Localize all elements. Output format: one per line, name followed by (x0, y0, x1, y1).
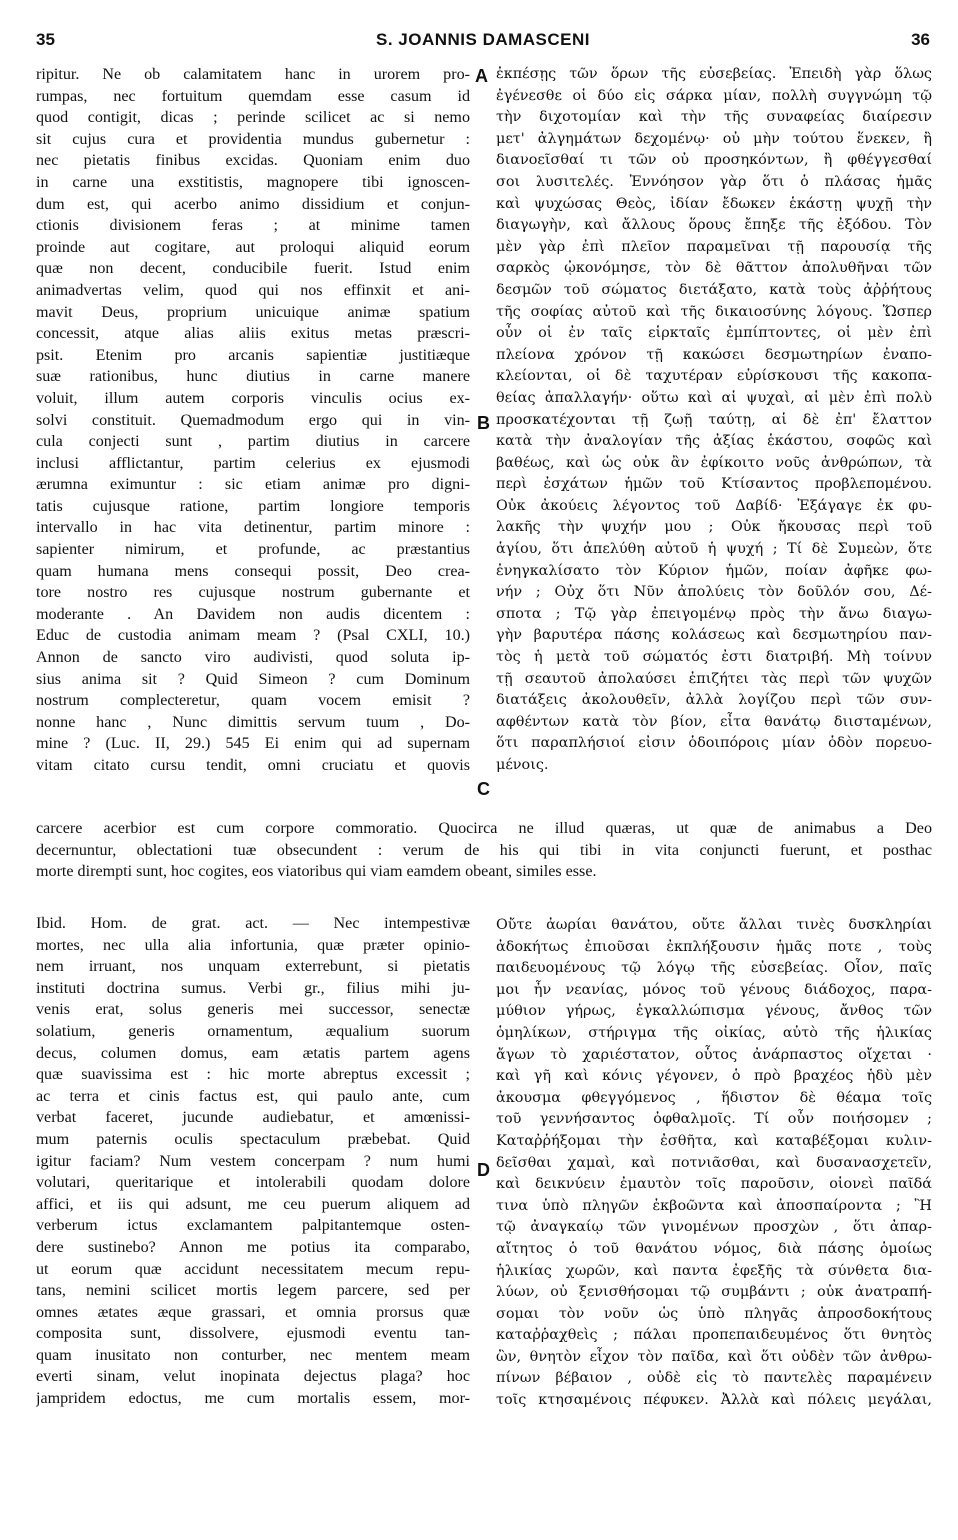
text-line: ὁμηλίκων, στήριγμα τῆς οἰκίας, αὐτὸ τῆς ἡλικίας (496, 1024, 932, 1041)
text-line: κλείονται, οἱ δὲ ταχυτέραν εὑρίσκουσι τῆς κακοπα- (496, 368, 932, 385)
text-line: instituti doctrina sumus. Verbi gr., filius mihi ju- (36, 979, 470, 997)
latin-column-section-1 (36, 64, 470, 818)
text-line: quæ non decent, conducibile fuerit. Istud enim (36, 260, 470, 278)
text-line: σοι λυσιτελές. Ἐννόησον γὰρ ὅτι ὁ πλάσας ἡμᾶς (496, 173, 932, 190)
text-line: καὶ ψυχώσας Θεὸς, ἰδίαν ἔδωκεν ἑκάστῃ ψυχῇ τὴν (496, 195, 932, 212)
greek-column-section-2 (496, 915, 932, 1540)
text-line: σομαι τὸν νοῦν ὡς ὑπὸ πληγᾶς ἀπροσδοκήτους (496, 1305, 932, 1322)
running-header (36, 30, 930, 60)
text-line: γὴν βαρυτέρα πάσης κολάσεως καὶ δεσμωτηρίου παν- (496, 627, 932, 644)
text-line: inclusi afflictantur, partim celerius ex ejusmodi (36, 454, 470, 472)
text-line: τοῦ γεννήσαντος ὀφθαλμοῖς. Τί οὖν ποιήσομεν ; (496, 1111, 932, 1128)
text-line: composita sunt, dissolvere, ejusmodi eventu tan- (36, 1325, 470, 1343)
text-line: nostrum complecteretur, quam vocem emisit ? (36, 692, 470, 710)
text-line: τοῖς κτησαμένοις πέφυκεν. Ἀλλὰ καὶ πόλεις μεγάλαι, (496, 1392, 932, 1409)
text-line: μὲν γὰρ ἐπὶ πλεῖον παραμεῖναι τῇ παρουσίᾳ τῆς (496, 238, 932, 255)
text-line: ἀκουσμα φθεγγόμενος , ἥδιστον δὲ θέαμα τοῖς (496, 1089, 932, 1106)
text-line: mum paternis oculis spectaculum præbebat. Quid (36, 1130, 470, 1148)
text-line: volutari, queritarique et intolerabili quodam dolore (36, 1174, 470, 1192)
text-line: ἡλικίας χωρῶν, καὶ παντα ἐφεξῆς τὰ σύνθετα δια- (496, 1262, 932, 1279)
text-line: ἄγων τὸ χαριέστατον, οὗτος ἀνάρπαστος οἴχεται · (496, 1046, 932, 1063)
text-line: διανοεῖσθαί τι τῶν οὐ προσηκόντων, ἢ φθέγγεσθαί (496, 152, 932, 169)
text-line: mine ? (Luc. II, 29.) 545 Ei enim qui ad supernam (36, 735, 470, 753)
text-line: everti sinam, velut inopinata dejectus plaga? hoc (36, 1368, 470, 1386)
text-line: Ibid. Hom. de grat. act. — Nec intempestivæ (36, 915, 470, 932)
text-line: ὅτι παραπλήσιοί εἰσιν ὁδοιπόροις μίαν ὁδὸν πορευο- (496, 735, 932, 752)
text-line: rumpas, nec fortuitum quemdam esse casum id (36, 87, 470, 105)
text-line: λύων, οὐ ξενισθήσομαι τῷ συμβάντι ; οὐκ ἀνατραπή- (496, 1284, 932, 1301)
text-line: sapienter nimirum, et profunde, ac præstantius (36, 541, 470, 559)
text-line: τῷ ἀναγκαίῳ τῶν γινομένων προσχὼν , ὅτι ἀπαρ- (496, 1219, 932, 1236)
text-line: cula conjecti sunt , partim diutius in carcere (36, 433, 470, 451)
text-line: verbat faceret, jucunde audiebatur, et amœnissi- (36, 1109, 470, 1127)
text-line: οὖν οἱ ἐν ταῖς εἱρκταῖς ἐμπίπτοντες, οἱ μὲν ἐπὶ (496, 325, 932, 342)
text-line: decus, columen domus, eam ætatis partem agens (36, 1044, 470, 1062)
text-line: Οὐκ ἀκούεις λέγοντος τοῦ Δαβίδ· Ἐξάγαγε ἐκ φυ- (496, 497, 932, 514)
text-line: quæ suavissima est : hic morte abreptus excessit ; (36, 1066, 470, 1084)
text-line: δεῖσθαι χαμαὶ, καὶ ποτνιᾶσθαι, καὶ δυσανασχετεῖν, (496, 1154, 932, 1171)
text-line: dum est, qui acerbo animo dissidium et conjun- (36, 195, 470, 213)
text-line: ἐνηγκαλίσατο τὸν Κύριον ἡμῶν, ποίαν ἀφῆκε φω- (496, 562, 932, 579)
text-line: τινα ὑπὸ πληγῶν ἐκβοῶντα καὶ ἀποσπαίροντα ; Ἢ (496, 1197, 932, 1214)
text-line: omnes ætates æque grassari, et omnia prorsus quæ (36, 1303, 470, 1321)
text-line: θείας ἀπαλλαγήν· οὕτω καὶ αἱ ψυχαὶ, αἱ μὲν ἐπὶ πολὺ (496, 389, 932, 406)
greek-column-section-1 (496, 64, 932, 818)
text-line: ac terra et cinis factus est, qui paulo ante, cum (36, 1087, 470, 1105)
text-line: nonne hanc , Nunc dimittis servum tuum , Do- (36, 713, 470, 731)
text-line: decernuntur, oblectationi tuæ obsecundent : verum de his qui tibi in vita conjuncti fuerunt, et posthac (36, 841, 932, 859)
right-page-number: 36 (911, 30, 930, 49)
text-line: morte dirempti sunt, hoc cogites, eos viatoribus qui viam eamdem obeant, similes esse. (36, 863, 597, 881)
text-line: nem irruant, nos unquam exterrebunt, si pietatis (36, 958, 470, 976)
text-line: μετ' ἀλγημάτων δεχομένῳ· οὐ μὴν τούτου ἕνεκεν, ἢ (496, 130, 932, 147)
text-line: solvi constituit. Quemadmodum ergo qui in vin- (36, 411, 470, 429)
text-line: καὶ γῆ καὶ κόνις γέγονεν, ὁ πρὸ βραχέος ἡδὺ μὲν (496, 1068, 932, 1085)
text-line: tatis cujusque ratione, partim longiore temporis (36, 497, 470, 515)
left-page-number: 35 (36, 30, 55, 49)
text-line: venis erat, solus generis mei successor, senectæ (36, 1001, 470, 1019)
text-line: jampridem edoctus, me cum mortalis essem, mor- (36, 1390, 470, 1408)
text-line: Οὔτε ἀωρίαι θανάτου, οὔτε ἄλλαι τινὲς δυσκληρίαι (496, 917, 932, 933)
text-line: κατὰ τὴν ἀναλογίαν τῆς ἀξίας ἑκάστου, σοφῶς καὶ (496, 433, 932, 450)
text-line: mavit Deus, proprium unicuique animæ spatium (36, 303, 470, 321)
text-line: καταῤῥαχθεὶς ; πάλαι προπεπαιδευμένος ὅτι θνητὸς (496, 1327, 932, 1344)
text-line: ærumna eximuntur : sic etiam animæ pro digni- (36, 476, 470, 494)
text-line: tore nostro res cujusque nostrum gubernante et (36, 584, 470, 602)
text-line: σποτα ; Τῷ γὰρ ἐπειγομένῳ πρὸς τὴν ἄνω διαγω- (496, 605, 932, 622)
text-line: ctionis divisionem feras ; at minime tamen (36, 217, 470, 235)
text-line: μοι ἦν νεανίας, μόνος τοῦ γένους διάδοχος, παρα- (496, 981, 932, 998)
text-line: διατάξεις ἀκολουθεῖν, ἀλλὰ λογίζου περὶ τῶν συν- (496, 692, 932, 709)
text-line: ut eorum quæ accidunt necessitatem mecum repu- (36, 1260, 470, 1278)
text-line: moderante . An Davidem non audis dicentem : (36, 605, 470, 623)
text-line: ἐγένεσθε οἱ δύο εἰς σάρκα μίαν, πολλὴ συγγνώμη τῷ (496, 87, 932, 104)
text-line: affici, et iis qui adsunt, me ceu puerum aliquem ad (36, 1195, 470, 1213)
latin-full-width-paragraph (36, 818, 932, 884)
text-line: igitur faciam? Num vestem concerpam ? num humi (36, 1152, 470, 1170)
text-line: βαθέως, καὶ ὡς οὐκ ἂν ἐφίκοιτο νοῦς ἀνθρώπων, τὰ (496, 454, 932, 471)
text-line: ἐκπέσῃς τῶν ὅρων τῆς εὐσεβείας. Ἐπειδὴ γὰρ ὅλως (496, 66, 932, 82)
margin-marker-c: C (477, 779, 490, 799)
text-line: τῆς σοφίας αὐτοῦ καὶ τῆς δικαιοσύνης λόγους. Ὥσπερ (496, 303, 932, 320)
text-line: αφθέντων κατὰ τὸν βίον, εἶτα θανάτῳ διισταμένων, (496, 713, 932, 730)
text-line: vitam citato cursu tendit, omni cruciatu et quovis (36, 757, 470, 774)
text-line: μένοις. (496, 757, 549, 773)
text-line: τῇ σεαυτοῦ ἀπολαύσει ἐπιζήτει τὰς περὶ τῶν ψυχῶν (496, 670, 932, 687)
text-line: Καταῤῥήξομαι τὴν ἐσθῆτα, καὶ καταβέξομαι κυλιν- (496, 1132, 932, 1149)
text-line: σαρκὸς ᾠκονόμησε, τὸν δὲ θᾶττον ἀπολυθῆναι τῶν (496, 260, 932, 277)
text-line: Educ de custodia animam meam ? (Psal CXLI, 10.) (36, 627, 470, 645)
text-line: προσκατέχονται τῇ ζωῇ ταύτῃ, αἱ δὲ ἐπ' ἔλαττον (496, 411, 932, 428)
text-line: Annon de sancto viro audivisti, quod soluta ip- (36, 649, 470, 667)
text-line: πλείονα χρόνον τῇ κακώσει δεσμωτηρίων ἐναπο- (496, 346, 932, 363)
text-line: intervallo in hac vita detinentur, partim minore : (36, 519, 470, 537)
text-line: περὶ ἐσχάτων ἡμῶν τοῦ Κτίσαντος προβλεπομένου. (496, 476, 932, 493)
text-line: solatium, generis ornamentum, æqualium suorum (36, 1022, 470, 1040)
text-line: sius anima sit ? Quid Simeon ? cum Dominum (36, 670, 470, 688)
text-line: διαγωγὴν, καὶ ἄλλους ὅρους ἔπηξε τῆς ἐξόδου. Τὸν (496, 217, 932, 234)
text-line: psit. Etenim pro arcanis sapientiæ justitiæque (36, 346, 470, 364)
text-line: proinde aut cogitare, aut proloqui aliquid eorum (36, 238, 470, 256)
text-line: concessit, atque alias aliis exitus metas præscri- (36, 325, 470, 343)
text-line: αἴτητος ὁ τοῦ θανάτου νόμος, διὰ πάσης ὁμοίως (496, 1240, 932, 1257)
text-line: πίνων βέβαιον , οὐδὲ εἰς τὸ παντελὲς παραμένειν (496, 1370, 932, 1387)
text-line: animadvertas velim, quod qui nos effinxit et ani- (36, 281, 470, 299)
text-line: verberum ictus exclamantem palpitantemque osten- (36, 1217, 470, 1235)
text-line: παιδευομένους τῷ λόγῳ τῆς εὐσεβείας. Οἷον, παῖς (496, 960, 932, 977)
text-line: suæ rationibus, hunc diutius in carne manere (36, 368, 470, 386)
margin-marker-a: A (475, 66, 488, 86)
text-line: ἁγίου, ὅτι ἀπελύθη αὐτοῦ ἡ ψυχή ; Τί δὲ Συμεὼν, ὅτε (496, 541, 932, 558)
margin-marker-b: B (477, 413, 490, 433)
text-line: δεσμῶν τοῦ σώματος διετάξατο, κατὰ τοὺς ἀῤῥήτους (496, 281, 932, 298)
text-line: mortes, nec ulla alia infortunia, quæ præter opinio- (36, 936, 470, 954)
text-line: καὶ δεικνύειν ἐμαυτὸν τοῖς παροῦσιν, οἱονεὶ παῖδά (496, 1176, 932, 1193)
text-line: tans, nemini scilicet mortis legem parcere, sed per (36, 1282, 470, 1300)
text-line: quam inusitato non conturber, nec mentem meam (36, 1346, 470, 1364)
running-title: S. JOANNIS DAMASCENI (375, 30, 591, 49)
text-line: nec pietatis finibus excidas. Quoniam enim duo (36, 152, 470, 170)
text-line: ἀδοκήτως ἐπιοῦσαι ἐκπλήξουσιν ἡμᾶς ποτε , τοὺς (496, 938, 932, 955)
text-line: ripitur. Ne ob calamitatem hanc in urorem pro- (36, 66, 470, 83)
text-line: quam humana mens consequi possit, Deo crea- (36, 562, 470, 580)
text-line: in carne una exstitistis, magnopere tibi ignoscen- (36, 173, 470, 191)
text-line: τὴν διχοτομίαν καὶ τὴν τῆς συναφείας διαίρεσιν (496, 109, 932, 126)
text-line: λακῆς τὴν ψυχήν μου ; Οὐκ ἤκουσας περὶ τοῦ (496, 519, 932, 536)
latin-column-section-2 (36, 913, 470, 1538)
text-line: quod contigit, dicas ; perinde scilicet ac si nemo (36, 109, 470, 127)
margin-marker-d: D (477, 1160, 490, 1180)
text-line: voluit, illum autem corporis vinculis ocius ex- (36, 389, 470, 407)
text-line: carcere acerbior est cum corpore commoratio. Quocirca ne illud quæras, ut quæ de animabus a Deo (36, 820, 932, 837)
text-line: νήν ; Οὐχ ὅτι Νῦν ἀπολύεις τὸν δοῦλόν σου, Δέ- (496, 584, 932, 601)
text-line: dere sustinebo? Annon me potius ita comparabo, (36, 1238, 470, 1256)
text-line: ὢν, θνητὸν εἶχον τὸν παῖδα, καὶ ὅτι οὐδὲν τῶν ἀνθρω- (496, 1348, 932, 1365)
text-line: μύθιον γήρως, ἐγκαλλώπισμα γένους, ἄνθος τῶν (496, 1003, 932, 1020)
text-line: τὸς ἡ μετὰ τοῦ σώματός ἐστι διατριβή. Μὴ τοίνυν (496, 649, 932, 666)
text-line: sit cujus cura et providentia mundus gubernetur : (36, 130, 470, 148)
